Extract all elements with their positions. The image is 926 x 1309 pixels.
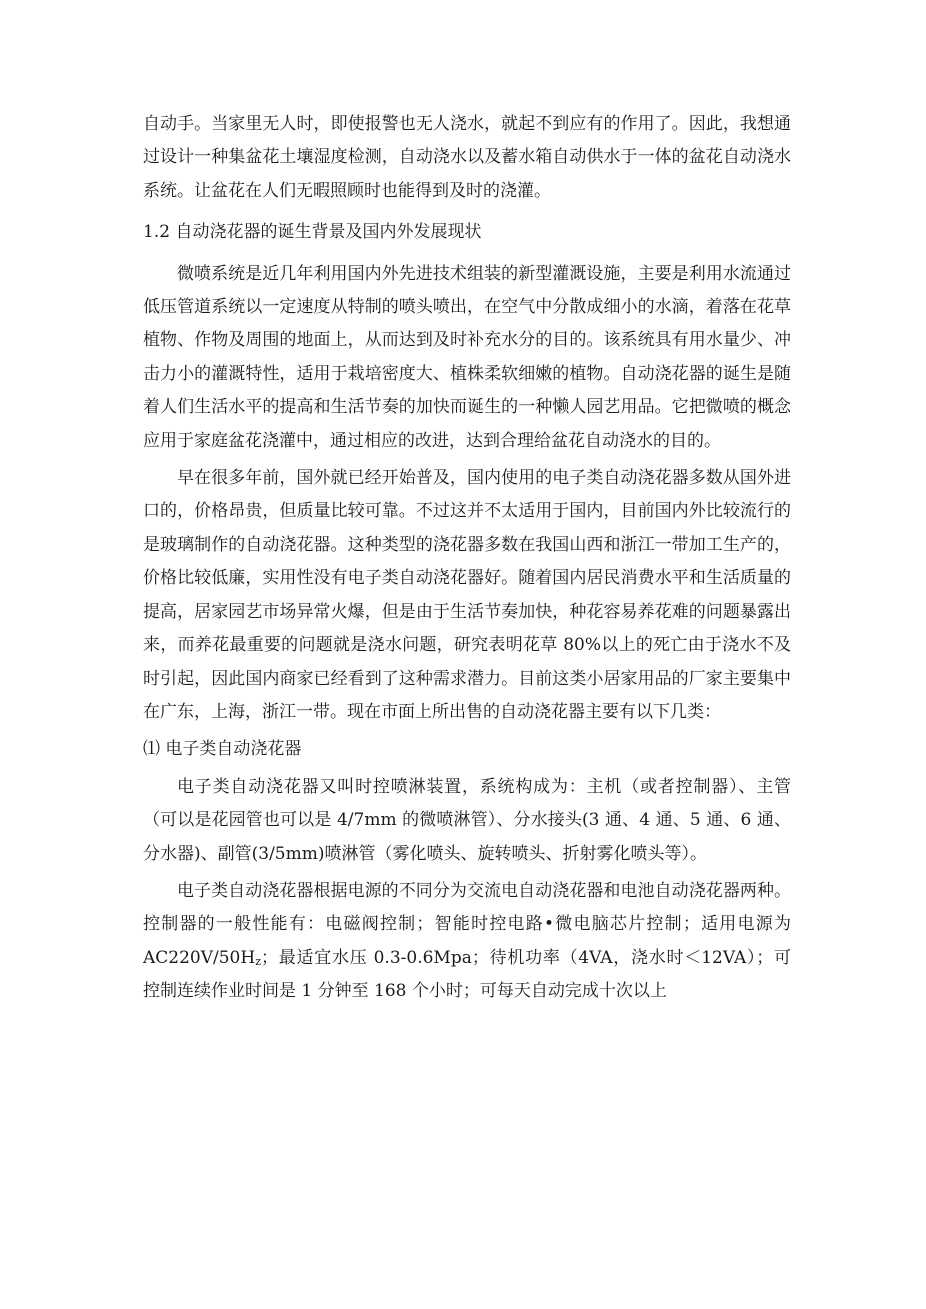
- document-body: [143, 108, 791, 1009]
- paragraph-text-end: ；最适宜水压 0.3-0.6Mpa；待机功率（4VA，浇水时＜12VA）；可控制连续作业时间是 1 分钟至 168 个小时；可每天自动完成十次以上: [143, 947, 791, 1002]
- body-paragraph: [143, 875, 791, 1009]
- body-paragraph: 早在很多年前，国外就已经开始普及，国内使用的电子类自动浇花器多数从国外进口的，价格昂贵，但质量比较可靠。不过这并不太适用于国内，目前国内外比较流行的是玻璃制作的自动浇花器。这种类型的浇花器多数在我国山西和浙江一带加工生产的，价格比较低廉，实用性没有电子类自动浇花器好。随着国内居民消费水平和生活质量的提高，居家园艺市场异常火爆，但是由于生活节奏加快，种花容易养花难的问题暴露出来，而养花最重要的问题就是浇水问题，研究表明花草 80%以上的死亡由于浇水不及时引起，因此国内商家已经看到了这种需求潜力。目前这类小居家用品的厂家主要集中在广东，上海，浙江一带。现在市面上所出售的自动浇花器主要有以下几类：: [143, 468, 791, 722]
- section-heading: 1.2 自动浇花器的诞生背景及国内外发展现状: [143, 222, 482, 243]
- body-paragraph: 电子类自动浇花器又叫时控喷淋装置，系统构成为：主机（或者控制器）、主管（可以是花园管也可以是 4/7mm 的微喷淋管）、分水接头(3 通、4 通、5 通、6 通、分水器)、副管(3/5mm)喷淋管（雾化喷头、旋转喷头、折射雾化喷头等）。: [143, 776, 791, 864]
- spacer: [143, 208, 791, 216]
- body-paragraph: 微喷系统是近几年利用国内外先进技术组装的新型灌溉设施，主要是利用水流通过低压管道系统以一定速度从特制的喷头喷出，在空气中分散成细小的水滴，着落在花草植物、作物及周围的地面上，从而达到及时补充水分的目的。该系统具有用水量少、冲击力小的灌溉特性，适用于栽培密度大、植株柔软细嫩的植物。自动浇花器的诞生是随着人们生活水平的提高和生活节奏的加快而诞生的一种懒人园艺用品。它把微喷的概念应用于家庭盆花浇灌中，通过相应的改进，达到合理给盆花自动浇水的目的。: [143, 263, 791, 451]
- subsection-heading: ⑴ 电子类自动浇花器: [143, 739, 302, 760]
- continuation-paragraph: 自动手。当家里无人时，即使报警也无人浇水，就起不到应有的作用了。因此，我想通过设计一种集盆花土壤湿度检测，自动浇水以及蓄水箱自动供水于一体的盆花自动浇水系统。让盆花在人们无暇照顾时也能得到及时的浇灌。: [143, 114, 791, 201]
- unit-subscript: z: [255, 954, 261, 968]
- spacer: [143, 250, 791, 258]
- paragraph-text-start: 电子类自动浇花器根据电源的不同分为交流电自动浇花器和电池自动浇花器两种。控制器的一般性能有：电磁阀控制；智能时控电路•微电脑芯片控制；适用电源为 AC220V/50H: [143, 880, 791, 968]
